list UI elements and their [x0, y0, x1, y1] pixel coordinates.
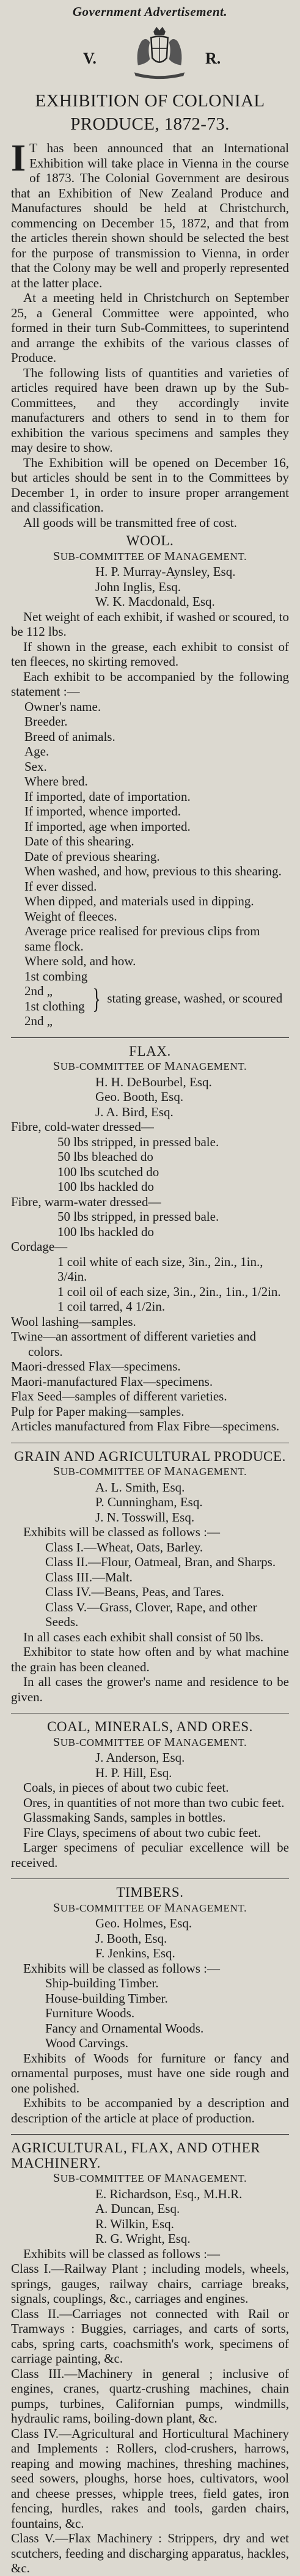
wool-sort-brace [11, 969, 289, 1029]
coal-paragraph: Ores, in quantities of not more than two cubic feet. [23, 1795, 285, 1810]
committee-member: H. H. DeBourbel, Esq. [95, 1074, 212, 1089]
committee-member: J. Anderson, Esq. [95, 1750, 185, 1765]
list-item: Class III.—Machinery in general ; inclusive of engines, cranes, quartz-crushing machines, chain pumps, turbines, Californian pumps, windmills, hydraulic rams, boiling-down plant, &c. [11, 2366, 289, 2426]
committee-member: Geo. Holmes, Esq. [95, 1916, 192, 1930]
list-item: Weight of fleeces. [24, 908, 117, 924]
machinery-paragraph: Exhibits will be classed as follows :— [23, 2246, 220, 2261]
list-item: Breeder. [24, 714, 68, 729]
grain-paragraph: Exhibits will be classed as follows :— [23, 1525, 220, 1539]
list-item: 2nd „ [24, 1014, 53, 1028]
list-item: 1st clothing [24, 998, 85, 1014]
list-item: 100 lbs scutched do [57, 1164, 159, 1179]
coal-paragraph: Fire Clays, specimens of about two cubic feet. [23, 1825, 261, 1840]
wool-paragraph: Net weight of each exhibit, if washed or scoured, to be 112 lbs. [11, 609, 289, 639]
list-item: Class IV.—Agricultural and Horticultural Machinery and Implements : Rollers, clod-crushers, harrows, reaping and mowing machines, threshing machines, seed sowers, ploughs, horse hoes, cultivators, wool and cheese presses, whipple trees, field gates, iron fencing, hurdles, rakes and tools, garden chairs, fountains, &c. [11, 2426, 289, 2531]
crest-initial-v: V. [83, 50, 97, 67]
list-item: If imported, date of importation. [24, 789, 191, 804]
section-heading-coal: COAL, MINERALS, AND ORES. [46, 1719, 254, 1734]
section-heading-grain: GRAIN AND AGRICULTURAL PRODUCE. [14, 1448, 286, 1464]
timbers-paragraph: Exhibits to be accompanied by a description and description of the article at place of production. [11, 2096, 289, 2125]
intro-paragraph-4: The Exhibition will be opened on December 16, but articles should be sent in to the Committees by December 1, in order to insure proper arrangement and classification. [11, 455, 289, 515]
list-item: 50 lbs bleached do [57, 1149, 153, 1164]
list-item: If imported, whence imported. [24, 804, 181, 819]
subcommittee-label: SUB-COMMITTEE OF MANAGEMENT. [53, 1059, 247, 1073]
committee-member: P. Cunningham, Esq. [95, 1495, 203, 1509]
committee-member: J. Booth, Esq. [95, 1930, 167, 1946]
grain-paragraph: In all cases each exhibit shall consist of 50 lbs. [23, 1629, 264, 1644]
list-item: If ever dissed. [24, 878, 97, 894]
list-item: Fibre, cold-water dressed— [11, 1119, 154, 1134]
brace-note: stating grease, washed, or scoured [107, 991, 283, 1006]
list-item: Wood Carvings. [45, 2036, 128, 2050]
wool-statement-list [11, 699, 289, 969]
drop-cap: I [11, 138, 26, 179]
list-item: Class III.—Malt. [45, 1569, 133, 1584]
crest-initial-r: R. [205, 50, 221, 67]
committee-member: R. G. Wright, Esq. [95, 2231, 191, 2246]
list-item: Class I.—Wheat, Oats, Barley. [45, 1539, 203, 1555]
list-item: Fancy and Ornamental Woods. [45, 2020, 204, 2036]
committee-member: John Inglis, Esq. [95, 579, 181, 594]
list-item: Class V.—Grass, Clover, Rape, and other Seeds. [45, 1599, 257, 1629]
committee-member: R. Wilkin, Esq. [95, 2216, 174, 2231]
subcommittee-label: SUB-COMMITTEE OF MANAGEMENT. [53, 1735, 247, 1749]
list-item: Date of this shearing. [24, 834, 134, 848]
list-item: Articles manufactured from Flax Fibre—specimens. [11, 1419, 280, 1433]
royal-coat-of-arms-icon [130, 23, 189, 83]
list-item: 100 lbs hackled do [57, 1179, 155, 1194]
committee-member: W. K. Macdonald, Esq. [95, 594, 215, 609]
list-item: Wool lashing—samples. [11, 1314, 136, 1329]
divider [11, 2134, 289, 2135]
list-item: If imported, age when imported. [24, 819, 191, 834]
list-item: House-building Timber. [45, 1990, 168, 2006]
coal-paragraph: Larger specimens of peculiar excellence will be received. [11, 1840, 289, 1870]
committee-member: E. Richardson, Esq., M.H.R. [95, 2186, 243, 2201]
section-heading-wool: WOOL. [126, 533, 174, 548]
committee-member: F. Jenkins, Esq. [95, 1946, 175, 1960]
intro-paragraph-3: The following lists of quantities and varieties of articles required have been drawn up by the Sub-Committees, and they accordingly invite manufacturers and others to send in to them for exhibition the various specimens and samples they may desire to show. [11, 365, 289, 455]
list-item: 50 lbs stripped, in pressed bale. [57, 1134, 219, 1149]
committee-member: A. L. Smith, Esq. [95, 1479, 185, 1495]
list-item: 1 coil tarred, 4 1/2in. [57, 1299, 166, 1314]
coal-paragraph: Glassmaking Sands, samples in bottles. [23, 1810, 226, 1825]
list-item: Where sold, and how. [24, 954, 136, 968]
timbers-paragraph: Exhibits will be classed as follows :— [23, 1960, 220, 1976]
list-item: Twine—an assortment of different varieties and colors. [11, 1329, 257, 1359]
list-item: Class V.—Flax Machinery : Strippers, dry and wet scutchers, feeding and discharging apparatus, hackles, &c. [11, 2531, 289, 2575]
list-item: Fibre, warm-water dressed— [11, 1194, 161, 1209]
list-item: Pulp for Paper making—samples. [11, 1404, 185, 1419]
subcommittee-label: SUB-COMMITTEE OF MANAGEMENT. [53, 549, 247, 563]
list-item: Age. [24, 744, 49, 759]
grain-class-list [11, 1540, 289, 1630]
list-item: 50 lbs stripped, in pressed bale. [57, 1209, 219, 1224]
timbers-paragraph: Exhibits of Woods for furniture or fancy and ornamental purposes, must have one side rough and one polished. [11, 2050, 289, 2096]
section-heading-timbers: TIMBERS. [116, 1885, 184, 1900]
committee-member: J. N. Tosswill, Esq. [95, 1509, 195, 1525]
wool-paragraph: If shown in the grease, each exhibit to consist of ten fleeces, no skirting removed. [11, 639, 289, 669]
subcommittee-label: SUB-COMMITTEE OF MANAGEMENT. [53, 2171, 247, 2185]
wool-paragraph: Each exhibit to be accompanied by the following statement :— [11, 669, 289, 699]
divider [11, 1037, 289, 1038]
list-item: Maori-dressed Flax—specimens. [11, 1359, 181, 1374]
list-item: Cordage— [11, 1239, 68, 1254]
list-item: Ship-building Timber. [45, 1976, 159, 1990]
timber-class-list [11, 1976, 289, 2051]
list-item: Class I.—Railway Plant ; including models, wheels, springs, gauges, railway chairs, carriage breaks, signals, couplings, &c., carriages and engines. [11, 2261, 289, 2306]
list-item: Sex. [24, 759, 47, 774]
list-item: Class II.—Carriages not connected with Rail or Tramways : Buggies, carriages, and carts of sorts, cabs, spring carts, coachsmith's work, specimens of carriage painting, &c. [11, 2306, 289, 2366]
grain-paragraph: Exhibitor to state how often and by what machine the grain has been cleaned. [11, 1644, 289, 1674]
government-advertisement-header: Government Advertisement. [72, 4, 228, 19]
list-item: Breed of animals. [24, 729, 115, 744]
list-item: 1 coil white of each size, 3in., 2in., 1in., 3/4in. [57, 1254, 263, 1284]
section-heading-machinery: AGRICULTURAL, FLAX, AND OTHER MACHINERY. [11, 2140, 261, 2171]
list-item: When washed, and how, previous to this shearing. [24, 864, 282, 878]
list-item: When dipped, and materials used in dipping. [24, 894, 254, 908]
flax-requirements-list [11, 1119, 289, 1434]
list-item: Class II.—Flour, Oatmeal, Bran, and Sharps. [45, 1555, 276, 1569]
section-heading-flax: FLAX. [129, 1043, 171, 1059]
list-item: 100 lbs hackled do [57, 1224, 155, 1239]
list-item: Average price realised for previous clips from same flock. [24, 924, 260, 954]
committee-member: H. P. Murray-Aynsley, Esq. [95, 564, 236, 579]
list-item: Date of previous shearing. [24, 848, 160, 864]
grain-paragraph: In all cases the grower's name and residence to be given. [11, 1674, 289, 1704]
list-item: 1 coil oil of each size, 3in., 2in., 1in., 1/2in. [57, 1284, 281, 1299]
committee-member: Geo. Booth, Esq. [95, 1089, 184, 1104]
list-item: Where bred. [24, 774, 88, 789]
page-title: EXHIBITION OF COLONIAL PRODUCE, 1872-73. [35, 91, 265, 134]
list-item: 1st combing [24, 968, 88, 984]
brace-glyph: } [92, 982, 101, 1014]
intro-paragraph-2: At a meeting held in Christchurch on September 25, a General Committee were appointed, who formed in their turn Sub-Committees, to superintend and arrange the exhibits of the various classes of Produce. [11, 290, 289, 365]
committee-member: H. P. Hill, Esq. [95, 1765, 172, 1780]
list-item: Owner's name. [24, 699, 101, 714]
intro-paragraph-1: I T has been announced that an International Exhibition will take place in Vienna in the course of 1873. The Colonial Government are desirous that an Exhibition of New Zealand Produce and Manufactures should be held at Christchurch, commencing on December 15, 1872, and that from the articles therein shown should be selected the best for the purpose of transmission to Vienna, in order that the Colony may be well and properly represented at the latter place. [11, 138, 289, 290]
list-item: 2nd „ [24, 984, 53, 998]
list-item: Furniture Woods. [45, 2006, 135, 2020]
list-item: Class IV.—Beans, Peas, and Tares. [45, 1584, 224, 1599]
intro-paragraph-5: All goods will be transmitted free of cost. [23, 515, 237, 530]
coal-paragraph: Coals, in pieces of about two cubic feet. [23, 1780, 229, 1795]
royal-crest-row [11, 22, 289, 86]
list-item: Maori-manufactured Flax—specimens. [11, 1374, 213, 1389]
committee-member: J. A. Bird, Esq. [95, 1104, 174, 1119]
list-item: Flax Seed—samples of different varieties. [11, 1389, 227, 1404]
subcommittee-label: SUB-COMMITTEE OF MANAGEMENT. [53, 1465, 247, 1478]
subcommittee-label: SUB-COMMITTEE OF MANAGEMENT. [53, 1901, 247, 1915]
committee-member: A. Duncan, Esq. [95, 2201, 180, 2216]
machinery-class-list [11, 2261, 289, 2576]
